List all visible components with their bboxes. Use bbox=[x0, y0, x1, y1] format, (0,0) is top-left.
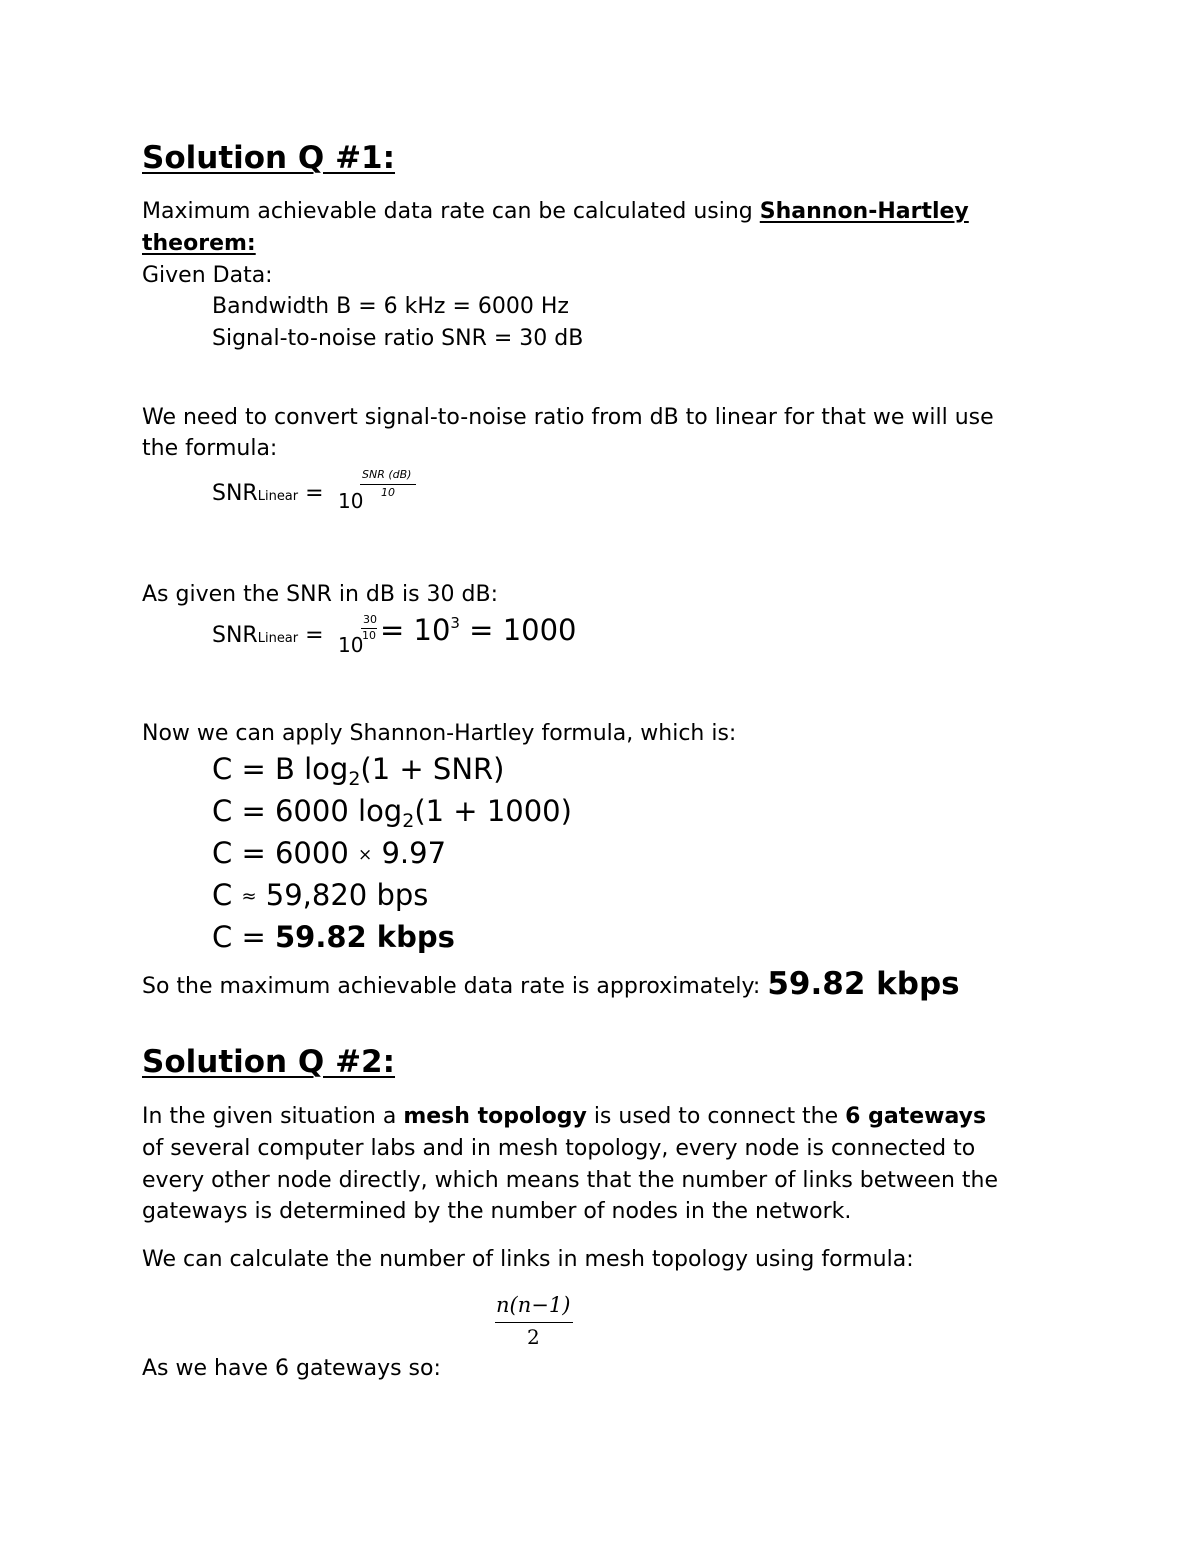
q2-p1-line4: gateways is determined by the number of nodes in the network. bbox=[142, 1199, 852, 1224]
q2-fraction-numerator: n(n−1) bbox=[496, 1293, 571, 1317]
q1-intro-line bbox=[142, 196, 969, 228]
q1-eq1: C = B $\log_2(1 + SNR)$ bbox=[212, 752, 505, 790]
q1-formula2-exp-den: 10 bbox=[362, 629, 376, 642]
q1-formula2-base: 10 bbox=[338, 633, 364, 657]
q1-eq2: C = 6000 $\log_2(1 + 1000)$ bbox=[212, 794, 572, 832]
q1-formula2-result: = $10^3 = 1000$ bbox=[380, 613, 577, 647]
q1-formula1-exp-num: SNR (dB) bbox=[362, 468, 412, 481]
q1-intro-text: Maximum achievable data rate can be calculated using bbox=[142, 199, 760, 224]
q1-eq3: C = 6000 × 9.97 bbox=[212, 836, 447, 870]
q2-p2: We can calculate the number of links in mesh topology using formula: bbox=[142, 1247, 914, 1272]
q1-formula2-lhs: SNRLinear = bbox=[212, 623, 324, 648]
q1-convert-line-2: the formula: bbox=[142, 436, 278, 461]
q1-formula2-exp-num: 30 bbox=[363, 613, 377, 626]
q1-snr-given: Signal-to-noise ratio SNR = 30 dB bbox=[212, 326, 584, 351]
q1-eq4: C ≈ 59,820 bps bbox=[212, 878, 429, 912]
q2-p1-line1: In the given situation a mesh topology is used to connect the 6 gateways bbox=[142, 1104, 987, 1129]
q2-fraction-denominator: 2 bbox=[527, 1325, 540, 1349]
q1-theorem-name: Shannon-Hartley bbox=[759, 199, 969, 224]
q1-eq5: C = 59.82 kbps bbox=[212, 920, 455, 954]
q1-formula1-exp-den: 10 bbox=[381, 486, 395, 499]
q2-p1-line3: every other node directly, which means that the number of links between the bbox=[142, 1168, 999, 1193]
q2-fraction-line bbox=[495, 1322, 573, 1323]
q2-p3: As we have 6 gateways so: bbox=[142, 1356, 441, 1381]
q1-apply-line: Now we can apply Shannon-Hartley formula, which is: bbox=[142, 721, 737, 746]
q1-conclusion: So the maximum achievable data rate is approximately: 59.82 kbps bbox=[142, 966, 960, 1002]
q1-formula1-exp-line bbox=[360, 484, 416, 485]
q1-formula1-lhs: SNRLinear = bbox=[212, 481, 324, 506]
q1-heading: Solution Q #1: bbox=[142, 140, 396, 176]
q1-given-label: Given Data: bbox=[142, 263, 273, 288]
q1-as-given: As given the SNR in dB is 30 dB: bbox=[142, 582, 498, 607]
q1-formula1-base: 10 bbox=[338, 489, 364, 513]
q2-p1-line2: of several computer labs and in mesh topology, every node is connected to bbox=[142, 1136, 976, 1161]
q1-convert-line-1: We need to convert signal-to-noise ratio from dB to linear for that we will use bbox=[142, 405, 994, 430]
q1-bandwidth: Bandwidth B = 6 kHz = 6000 Hz bbox=[212, 294, 569, 319]
q2-heading: Solution Q #2: bbox=[142, 1044, 396, 1080]
q1-theorem-word: theorem: bbox=[142, 231, 256, 256]
